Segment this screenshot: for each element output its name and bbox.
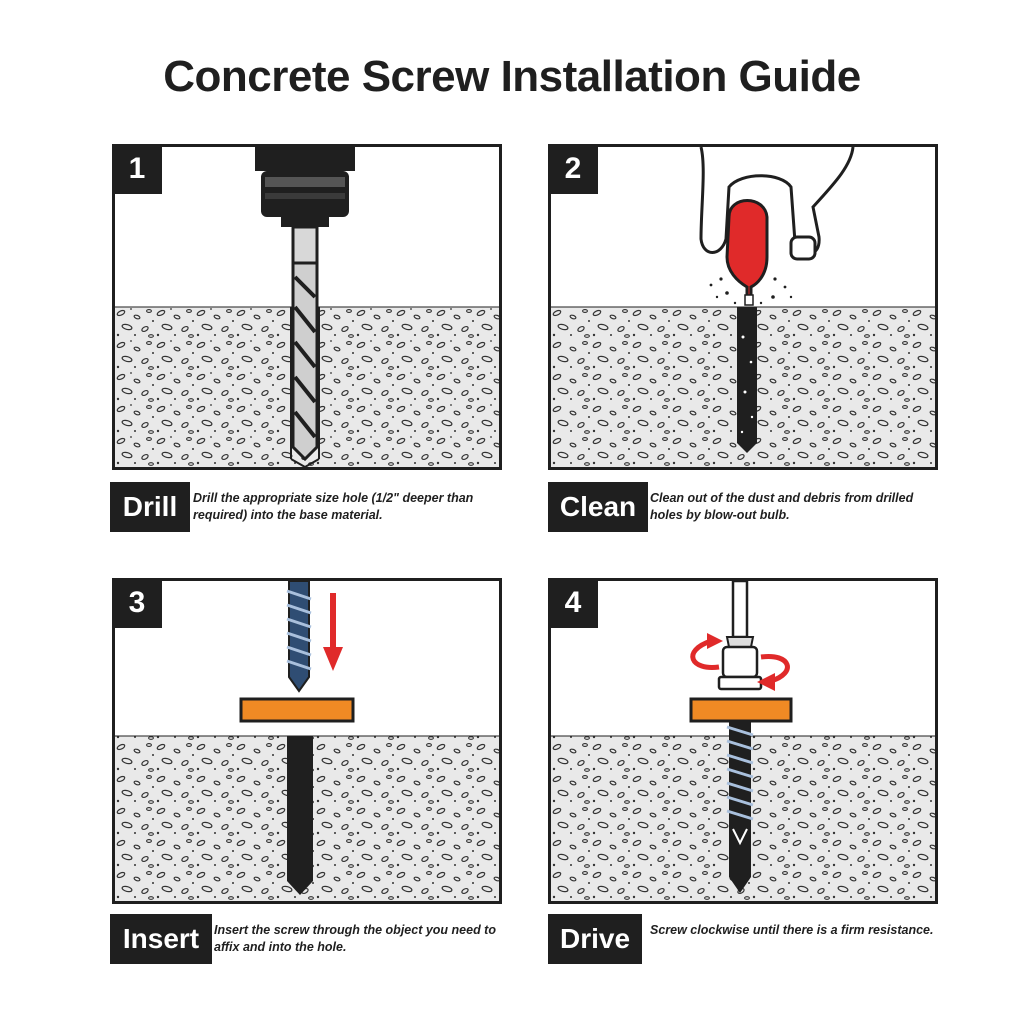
drill-icon [115,147,499,467]
step-label-insert: Insert [110,914,212,964]
screw-icon [115,581,499,901]
step-4-panel [548,578,938,904]
step-description-3: Insert the screw through the object you need to affix and into the hole. [214,923,496,954]
step-description-2: Clean out of the dust and debris from drilled holes by blow-out bulb. [650,491,914,522]
step-number-1: 1 [112,144,162,194]
step-number-3: 3 [112,578,162,628]
step-number-4: 4 [548,578,598,628]
step-label-drill: Drill [110,482,190,532]
driver-icon [551,581,935,901]
step-description-4: Screw clockwise until there is a firm resistance. [650,923,934,937]
step-description-1: Drill the appropriate size hole (1/2" deeper than required) into the base material. [193,491,474,522]
page-title: Concrete Screw Installation Guide [163,52,861,101]
step-3-panel [112,578,502,904]
step-number-2: 2 [548,144,598,194]
step-1-panel [112,144,502,470]
step-2-panel [548,144,938,470]
step-label-clean: Clean [548,482,648,532]
blow-out-bulb-icon [551,147,935,467]
step-label-drive: Drive [548,914,642,964]
